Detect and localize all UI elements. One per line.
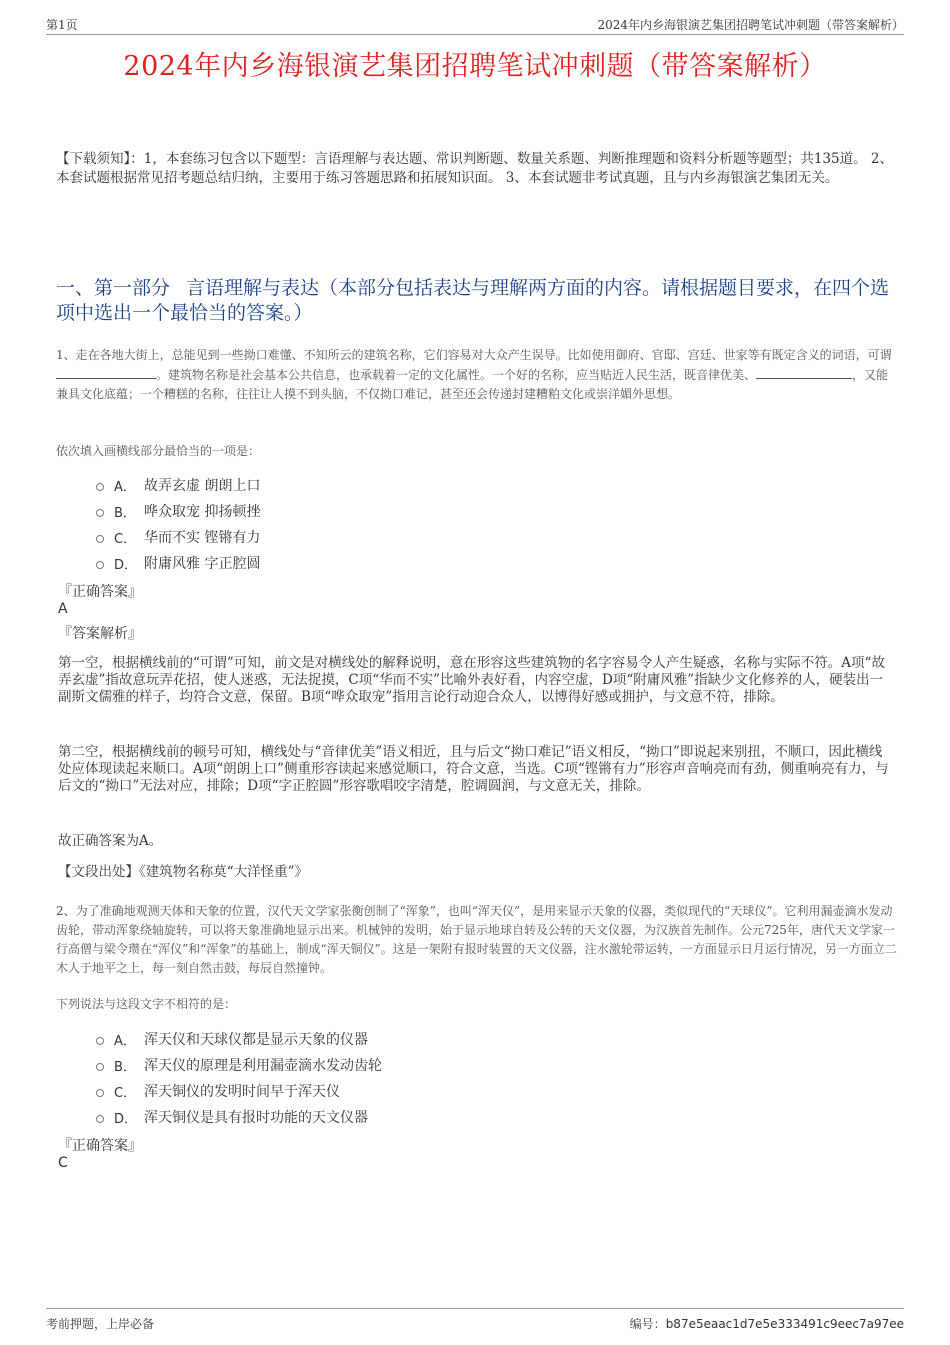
- question-2-prompt: 下列说法与这段文字不相符的是：: [56, 997, 237, 1011]
- question-2-answer-label: 『正确答案』: [58, 1138, 142, 1154]
- option-text: 故弄玄虚 朗朗上口: [144, 478, 261, 494]
- page-header: [46, 14, 904, 35]
- question-1-option-c[interactable]: [96, 524, 260, 550]
- question-1-stem-part-c: ，又能兼具文化底蕴；一个糟糕的名称，往往让人摸不到头脑，不仅拗口难记，甚至还会传递封建糟粕文化或崇洋媚外思想。: [56, 368, 889, 401]
- option-letter: C．: [114, 1085, 137, 1101]
- question-1-analysis-para-3: 故正确答案为A。: [58, 833, 163, 849]
- question-1-option-b[interactable]: [96, 498, 260, 524]
- option-text: 哗众取宠 抑扬顿挫: [144, 504, 261, 520]
- footer-slogan: 考前押题，上岸必备: [46, 1317, 155, 1331]
- question-1-stem: [56, 346, 898, 404]
- question-1-stem-part-a: 1、走在各地大街上，总能见到一些拗口难懂、不知所云的建筑名称，它们容易对大众产生误导。比如使用御府、官邸、宫廷、世家等有既定含义的词语，可谓: [56, 348, 892, 362]
- question-1-source: 【文段出处】《建筑物名称莫“大洋怪重”》: [58, 864, 309, 880]
- option-text: 浑天铜仪是具有报时功能的天文仪器: [144, 1110, 368, 1126]
- radio-circle-icon[interactable]: [96, 1089, 104, 1097]
- radio-circle-icon[interactable]: [96, 483, 104, 491]
- question-1-analysis-para-2: 第二空，根据横线前的顿号可知，横线处与“音律优美”语义相近，且与后文“拗口难记”语义相反，“拗口”即说起来别扭，不顺口，因此横线处应体现读起来顺口。A项“朗朗上口”侧重形容读起来感觉顺口，符合文意，当选。C项“铿锵有力”形容声音响亮而有劲，侧重响亮有力，与后文的“拗口”无法对应，排除；D项“字正腔圆”形容歌唱咬字清楚，腔调圆润，与文意无关，排除。: [58, 744, 889, 794]
- question-1-options: [96, 472, 260, 576]
- option-text: 附庸风雅 字正腔圆: [144, 556, 261, 572]
- question-2-stem: 2、为了准确地观测天体和天象的位置，汉代天文学家张衡创制了“浑象”，也叫“浑天仪”，是用来显示天象的仪器，类似现代的“天球仪”。它利用漏壶滴水发动齿轮，带动浑象绕轴旋转，可以将天象准确地显示出来。机械钟的发明，始于显示地球自转及公转的天文仪器，为汉族首先制作。公元725年，唐代天文学家一行高僧与梁令瓒在“浑仪”和“浑象”的基础上，制成“浑天铜仪”。这是一架附有报时装置的天文仪器，注水激轮带运转，一方面显示日月运行情况，另一方面立二木人于地平之上，每一刻自然击鼓，每辰自然撞钟。: [56, 904, 897, 975]
- header-doc-title: 2024年内乡海银演艺集团招聘笔试冲刺题（带答案解析）: [597, 18, 904, 32]
- option-letter: B．: [114, 1059, 136, 1075]
- radio-circle-icon[interactable]: [96, 561, 104, 569]
- section-heading: [56, 276, 894, 326]
- question-2-option-a[interactable]: [96, 1026, 382, 1052]
- option-letter: A．: [114, 1033, 136, 1049]
- question-2-option-b[interactable]: [96, 1052, 382, 1078]
- page-number: 第1页: [46, 18, 78, 32]
- option-letter: A．: [114, 479, 136, 495]
- option-letter: D．: [114, 557, 138, 573]
- document-title: 2024年内乡海银演艺集团招聘笔试冲刺题（带答案解析）: [123, 51, 827, 82]
- question-1-prompt: 依次填入画横线部分最恰当的一项是：: [56, 444, 261, 458]
- option-text: 华而不实 铿锵有力: [144, 530, 261, 546]
- question-1-stem-part-b: 。建筑物名称是社会基本公共信息，也承载着一定的文化属性。一个好的名称，应当贴近人民生活，既音律优美、: [156, 368, 757, 382]
- section-part: 一、第一部分: [56, 277, 171, 299]
- question-2-options: [96, 1026, 382, 1130]
- option-letter: D．: [114, 1111, 138, 1127]
- radio-circle-icon[interactable]: [96, 1063, 104, 1071]
- question-1-option-a[interactable]: [96, 472, 260, 498]
- option-letter: C．: [114, 531, 137, 547]
- blank-2: [756, 365, 852, 379]
- radio-circle-icon[interactable]: [96, 1115, 104, 1123]
- download-notice: 【下载须知】：1，本套练习包含以下题型：言语理解与表达题、常识判断题、数量关系题、判断推理题和资料分析题等题型；共135道。 2、本套试题根据常见招考题总结归纳，主要用于练习答题思路和拓展知识面。 3、本套试题非考试真题，且与内乡海银演艺集团无关。: [56, 151, 893, 186]
- option-text: 浑天仪和天球仪都是显示天象的仪器: [144, 1032, 368, 1048]
- option-text: 浑天仪的原理是利用漏壶滴水发动齿轮: [144, 1058, 382, 1074]
- question-2-option-d[interactable]: [96, 1104, 382, 1130]
- question-1-answer: A: [58, 601, 68, 617]
- radio-circle-icon[interactable]: [96, 509, 104, 517]
- question-1-answer-label: 『正确答案』: [58, 584, 142, 600]
- question-1-analysis-label: 『答案解析』: [58, 626, 142, 642]
- radio-circle-icon[interactable]: [96, 1037, 104, 1045]
- page-footer: [46, 1308, 904, 1331]
- option-letter: B．: [114, 505, 136, 521]
- question-1-analysis-para-1: 第一空，根据横线前的“可谓”可知，前文是对横线处的解释说明，意在形容这些建筑物的名字容易令人产生疑惑，名称与实际不符。A项“故弄玄虚”指故意玩弄花招，使人迷惑，无法捉摸，C项“华而不实”比喻外表好看，内容空虚，D项“附庸风雅”指缺少文化修养的人，硬装出一副斯文儒雅的样子，均符合文意，保留。B项“哗众取宠”指用言论行动迎合众人，以博得好感或拥护，与文意不符，排除。: [58, 655, 885, 705]
- question-2-option-c[interactable]: [96, 1078, 382, 1104]
- question-2-answer: C: [58, 1155, 68, 1171]
- option-text: 浑天铜仪的发明时间早于浑天仪: [144, 1084, 340, 1100]
- footer-code-label: 编号：: [629, 1317, 666, 1331]
- section-description: 言语理解与表达（本部分包括表达与理解两方面的内容。请根据题目要求，在四个选项中选出一个最恰当的答案。）: [56, 277, 890, 324]
- footer-code-value: b87e5eaac1d7e5e333491c9eec7a97ee: [665, 1317, 904, 1331]
- blank-1: [56, 365, 156, 379]
- radio-circle-icon[interactable]: [96, 535, 104, 543]
- footer-code: [630, 1315, 904, 1332]
- question-1-option-d[interactable]: [96, 550, 260, 576]
